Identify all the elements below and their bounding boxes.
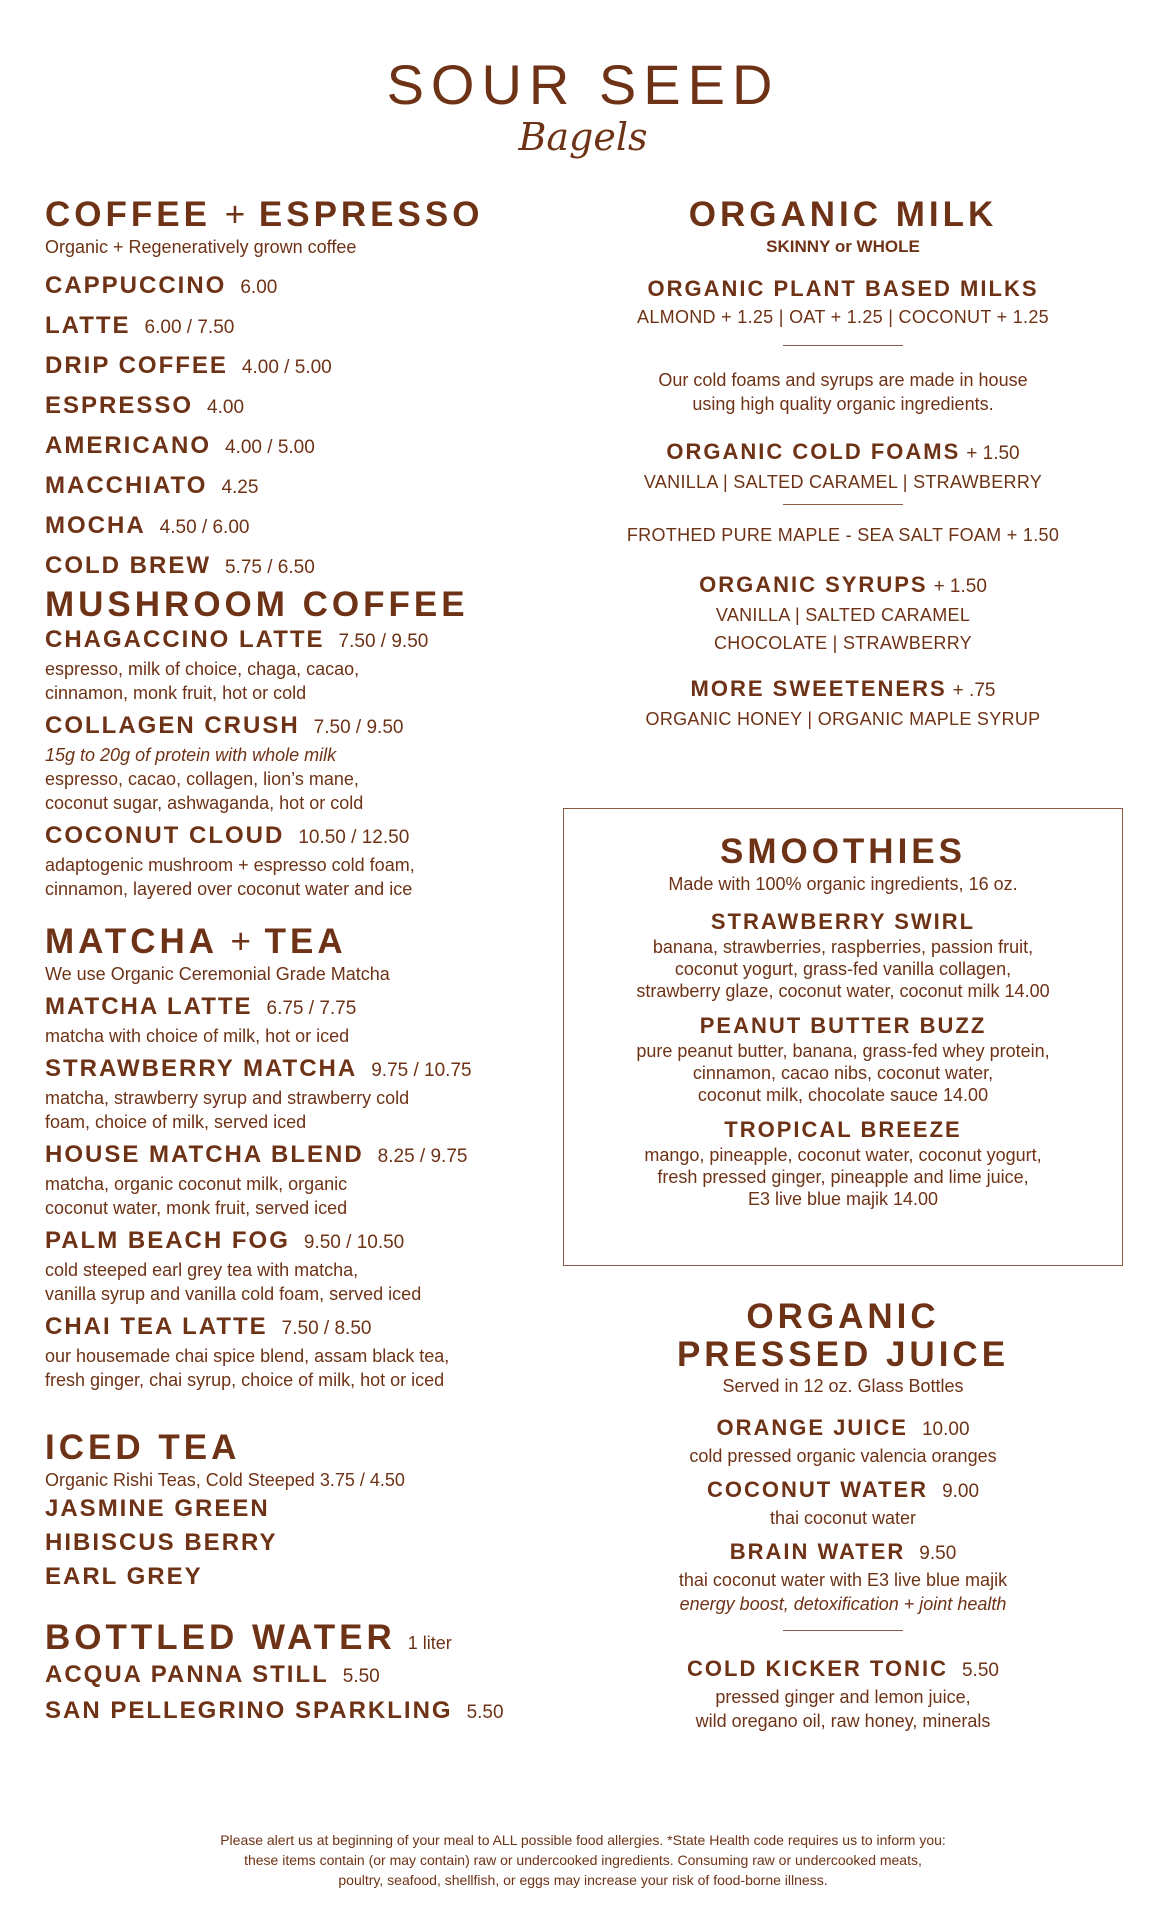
- menu-item: LATTE 6.00 / 7.50: [45, 312, 235, 339]
- menu-item: BRAIN WATER 9.50 thai coconut water with E3 live blue majik energy boost, detoxification + joint health: [678, 1539, 1008, 1614]
- menu-item: ACQUA PANNA STILL 5.50: [45, 1661, 380, 1688]
- menu-item: COLD BREW 5.75 / 6.50: [45, 552, 315, 579]
- section-title: MATCHA + TEA: [45, 922, 347, 961]
- matcha-section: [45, 922, 565, 1392]
- syrups-heading: ORGANIC SYRUPS + 1.50: [699, 572, 987, 597]
- menu-item: COLLAGEN CRUSH 7.50 / 9.50 15g to 20g of protein with whole milk espresso, cacao, collagen, lion’s mane, coconut sugar, ashwaganda, hot or cold: [45, 712, 404, 813]
- menu-item: JASMINE GREEN: [45, 1495, 270, 1522]
- menu-item: AMERICANO 4.00 / 5.00: [45, 432, 315, 459]
- coffee-section: [45, 195, 565, 587]
- section-title: MUSHROOM COFFEE: [45, 585, 469, 624]
- menu-item: MACCHIATO 4.25: [45, 472, 259, 499]
- milk-section: [563, 195, 1123, 733]
- menu-item: PALM BEACH FOG 9.50 / 10.50 cold steeped earl grey tea with matcha, vanilla syrup and vanilla cold foam, served iced: [45, 1227, 422, 1304]
- section-title: COFFEE + ESPRESSO: [45, 195, 484, 234]
- section-title: PRESSED JUICE: [676, 1335, 1010, 1374]
- menu-item: SAN PELLEGRINO SPARKLING 5.50: [45, 1697, 504, 1724]
- menu-item: DRIP COFFEE 4.00 / 5.00: [45, 352, 332, 379]
- allergy-notice: Please alert us at beginning of your meal to ALL possible food allergies. *State Health code requires us to inform you: these items contain (or may contain) raw or undercooked ingredients. Consuming raw or undercooked meats, poultry, seafood, shellfish, or eggs may increase your risk of food-borne illness.: [220, 1832, 946, 1888]
- mushroom-section: [45, 585, 565, 901]
- menu-item: CHAI TEA LATTE 7.50 / 8.50 our housemade chai spice blend, assam black tea, fresh ginger, chai syrup, choice of milk, hot or iced: [45, 1313, 450, 1390]
- menu-item: PEANUT BUTTER BUZZ pure peanut butter, banana, grass-fed whey protein, cinnamon, cacao nibs, coconut water, coconut milk, chocolate sauce 14.00: [636, 1013, 1050, 1105]
- menu-item: CAPPUCCINO 6.00: [45, 272, 278, 299]
- sweeteners-options: ORGANIC HONEY | ORGANIC MAPLE SYRUP: [645, 709, 1041, 729]
- menu-item: HOUSE MATCHA BLEND 8.25 / 9.75 matcha, organic coconut milk, organic coconut water, monk fruit, served iced: [45, 1141, 468, 1218]
- sweeteners-heading: MORE SWEETENERS + .75: [690, 676, 996, 701]
- section-subtitle: Organic Rishi Teas, Cold Steeped 3.75 / 4.50: [45, 1470, 405, 1490]
- plant-milk-options: ALMOND + 1.25 | OAT + 1.25 | COCONUT + 1.25: [637, 307, 1049, 327]
- juice-section: [563, 1298, 1123, 1733]
- menu-item: CHAGACCINO LATTE 7.50 / 9.50 espresso, milk of choice, chaga, cacao, cinnamon, monk fruit, hot or cold: [45, 626, 429, 703]
- menu-item: HIBISCUS BERRY: [45, 1529, 278, 1556]
- menu-item: STRAWBERRY MATCHA 9.75 / 10.75 matcha, strawberry syrup and strawberry cold foam, choice of milk, served iced: [45, 1055, 472, 1132]
- brand-name: SOUR SEED: [386, 53, 780, 116]
- menu-item: TROPICAL BREEZE mango, pineapple, coconut water, coconut yogurt, fresh pressed ginger, pineapple and lime juice, E3 live blue majik 14.00: [644, 1117, 1042, 1209]
- section-title: ICED TEA: [45, 1428, 241, 1467]
- menu-item: ORANGE JUICE 10.00 cold pressed organic valencia oranges: [689, 1415, 997, 1466]
- section-subtitle: We use Organic Ceremonial Grade Matcha: [45, 964, 390, 984]
- cold-foams-options: VANILLA | SALTED CARAMEL | STRAWBERRY: [643, 472, 1043, 492]
- section-subtitle: Made with 100% organic ingredients, 16 oz.: [668, 874, 1018, 894]
- section-title: SMOOTHIES: [719, 832, 967, 871]
- section-subtitle: Organic + Regeneratively grown coffee: [45, 237, 357, 257]
- menu-item: MATCHA LATTE 6.75 / 7.75 matcha with choice of milk, hot or iced: [45, 993, 357, 1046]
- house-note: Our cold foams and syrups are made in house using high quality organic ingredients.: [658, 370, 1028, 414]
- menu-item: EARL GREY: [45, 1563, 203, 1590]
- menu-item: ESPRESSO 4.00: [45, 392, 245, 419]
- brand-script: Bagels: [518, 115, 648, 159]
- section-title: ORGANIC MILK: [688, 195, 998, 234]
- syrups-options: VANILLA | SALTED CARAMEL: [715, 605, 971, 625]
- section-title: ORGANIC: [746, 1297, 940, 1336]
- menu-item: STRAWBERRY SWIRL banana, strawberries, raspberries, passion fruit, coconut yogurt, grass-fed vanilla collagen, strawberry glaze, coconut water, coconut milk 14.00: [636, 909, 1050, 1001]
- section-title: BOTTLED WATER 1 liter: [45, 1618, 452, 1657]
- smoothies-section: [563, 832, 1123, 1210]
- plant-milk-heading: ORGANIC PLANT BASED MILKS: [647, 276, 1039, 301]
- cold-foams-heading: ORGANIC COLD FOAMS + 1.50: [666, 439, 1020, 464]
- section-subtitle: SKINNY or WHOLE: [766, 237, 920, 256]
- water-section: [45, 1618, 565, 1730]
- menu-item: COCONUT CLOUD 10.50 / 12.50 adaptogenic mushroom + espresso cold foam, cinnamon, layered over coconut water and ice: [45, 822, 415, 899]
- menu-item: MOCHA 4.50 / 6.00: [45, 512, 250, 539]
- syrups-options: CHOCOLATE | STRAWBERRY: [714, 633, 972, 653]
- menu-item: COLD KICKER TONIC 5.50 pressed ginger and lemon juice, wild oregano oil, raw honey, minerals: [687, 1656, 999, 1731]
- menu-item: COCONUT WATER 9.00 thai coconut water: [706, 1477, 980, 1528]
- section-subtitle: Served in 12 oz. Glass Bottles: [722, 1376, 964, 1396]
- iced-tea-section: [45, 1428, 565, 1594]
- brand-logo: [0, 55, 1166, 157]
- maple-foam: FROTHED PURE MAPLE - SEA SALT FOAM + 1.50: [626, 525, 1060, 545]
